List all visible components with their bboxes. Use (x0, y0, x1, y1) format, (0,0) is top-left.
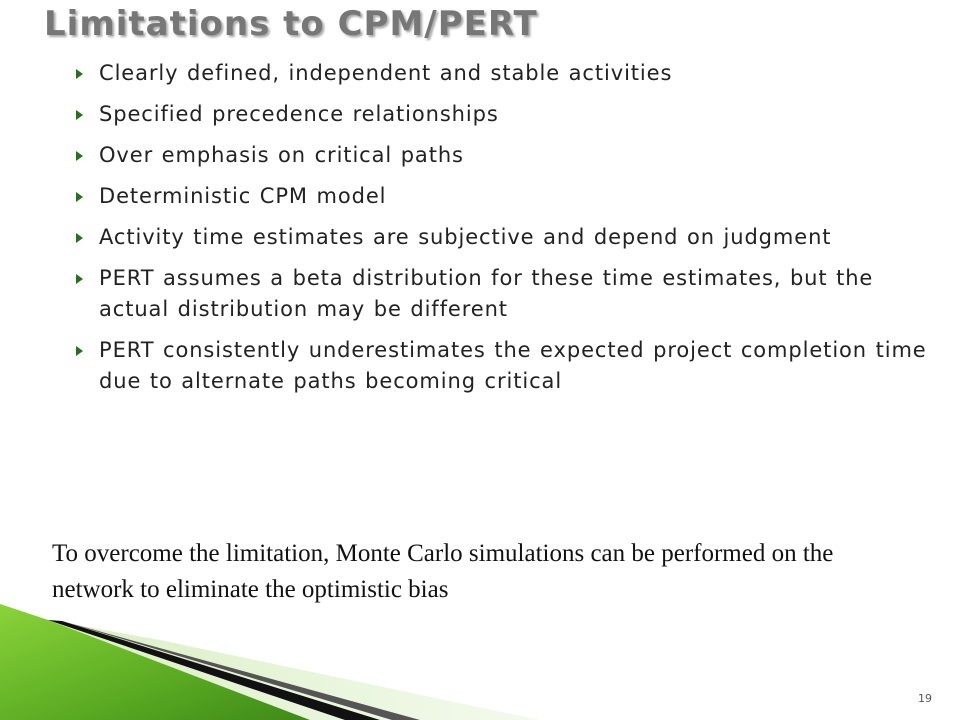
bullet-item (72, 181, 932, 212)
arrow-bullet-icon (76, 346, 83, 356)
bullet-text: Over emphasis on critical paths (99, 143, 464, 167)
bullet-item (72, 335, 932, 397)
slide-title: Limitations to CPM/PERT (44, 4, 538, 44)
bullet-text: Activity time estimates are subjective and depend on judgment (99, 225, 832, 249)
bullet-text: PERT assumes a beta distribution for these time estimates, but the actual distribution may be different (99, 266, 874, 321)
arrow-bullet-icon (76, 192, 83, 202)
bullet-text: PERT consistently underestimates the expected project completion time due to alternate paths becoming critical (99, 338, 927, 393)
bullet-text: Clearly defined, independent and stable activities (99, 61, 673, 85)
bullet-list (72, 58, 932, 407)
monte-carlo-note: To overcome the limitation, Monte Carlo simulations can be performed on the network to eliminate the optimistic bias (52, 540, 834, 603)
bullet-text: Deterministic CPM model (99, 184, 387, 208)
arrow-bullet-icon (76, 233, 83, 243)
bullet-item (72, 140, 932, 171)
arrow-bullet-icon (76, 110, 83, 120)
slide-number: 19 (918, 692, 932, 705)
arrow-bullet-icon (76, 151, 83, 161)
arrow-bullet-icon (76, 274, 83, 284)
bullet-item (72, 58, 932, 89)
bullet-item (72, 222, 932, 253)
bullet-item (72, 99, 932, 130)
bullet-text: Specified precedence relationships (99, 102, 499, 126)
arrow-bullet-icon (76, 69, 83, 79)
bullet-item (72, 263, 932, 325)
